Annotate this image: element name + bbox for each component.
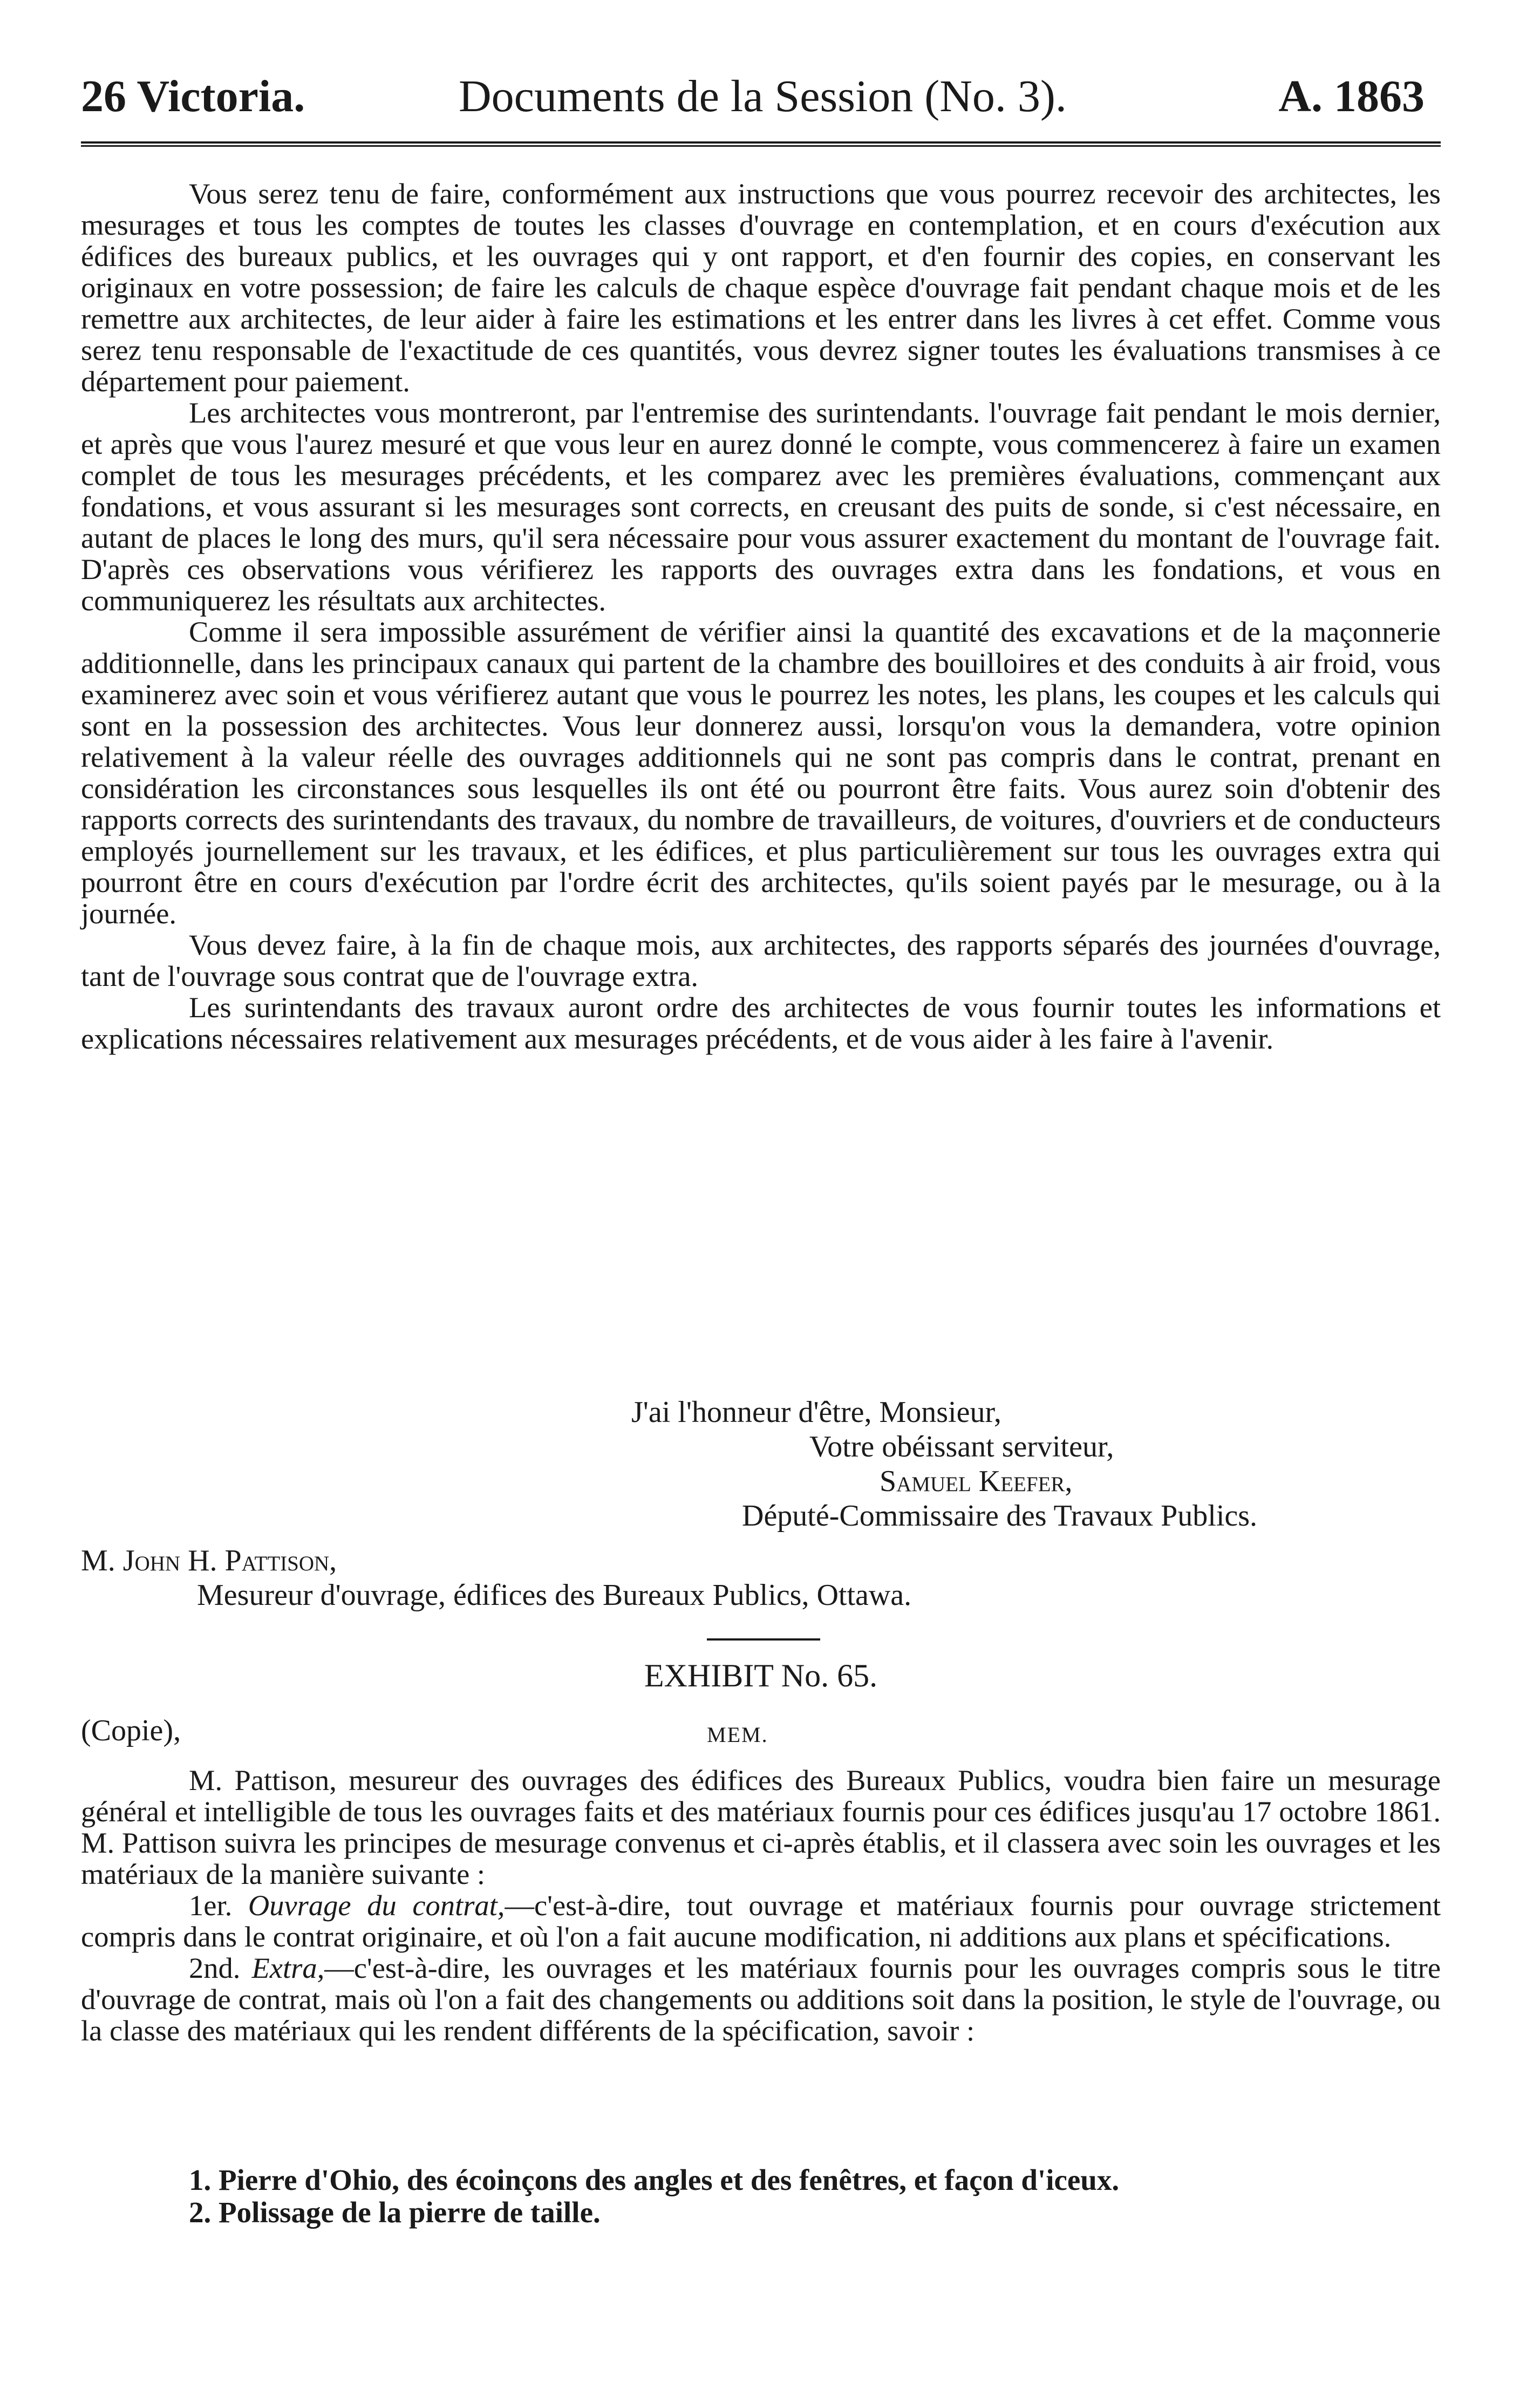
- list-item: 2. Polissage de la pierre de taille.: [189, 2196, 601, 2229]
- addressee-block: [81, 1543, 1441, 1612]
- item-2-text: —c'est-à-dire, les ouvrages et les matériaux fournis pour les ouvrages compris sous le titre d'ouvrage de contrat, mais où l'on a fait des changements ou additions soit dans la position, le style de l'ouvrage, ou la classe des matériaux qui les rendent différents de la spécification, savoir :: [81, 1951, 1441, 2047]
- header-year: A. 1863: [1278, 71, 1425, 121]
- letter-paragraph: Vous devez faire, à la fin de chaque mois, aux architectes, des rapports séparés des journées d'ouvrage, tant de l'ouvrage sous contrat que de l'ouvrage extra.: [81, 928, 1441, 992]
- letter-paragraph: Les surintendants des travaux auront ordre des architectes de vous fournir toutes les informations et explications nécessaires relativement aux mesurages précédents, et de vous aider à les faire à l'avenir.: [81, 991, 1441, 1055]
- letter-body: [81, 178, 1441, 1054]
- list-item: 1. Pierre d'Ohio, des écoinçons des angles et des fenêtres, et façon d'iceux.: [189, 2163, 1120, 2196]
- page-header: [81, 70, 1441, 135]
- item-1-text: —c'est-à-dire, tout ouvrage et matériaux fournis pour ouvrage strictement compris dans le contrat originaire, et où l'on a fait aucune modification, ni additions aux plans et spécifications.: [81, 1889, 1441, 1953]
- exhibit-item-2: [81, 1952, 1441, 2046]
- header-title: Documents de la Session (No. 3).: [459, 71, 1067, 121]
- exhibit-body: [81, 1765, 1441, 2046]
- item-2-number: 2nd.: [189, 1951, 241, 1984]
- letter-paragraph: Comme il sera impossible assurément de vérifier ainsi la quantité des excavations et de la maçonnerie additionnelle, dans les principaux canaux qui partent de la chambre des bouilloires et des conduits à air froid, vous examinerez avec soin et vous vérifierez autant que vous le pourrez les notes, les plans, les coupes et les calculs qui sont en la possession des architectes. Vous leur donnerez aussi, lorsqu'on vous la demandera, votre opinion relativement à la valeur réelle des ouvrages additionnels qui ne sont pas compris dans le contrat, prenant en considération les circonstances sous lesquelles ils ont été ou pourront être faits. Vous aurez soin d'obtenir des rapports corrects des surintendants des travaux, du nombre de travailleurs, de voitures, d'ouvriers et de conducteurs employés journellement sur les travaux, et les édifices, et plus particulièrement sur tous les ouvrages extra qui pourront être en cours d'exécution par l'ordre écrit des architectes, qu'ils soient payés par le mesurage, ou à la journée.: [81, 615, 1441, 930]
- exhibit-paragraph: M. Pattison, mesureur des ouvrages des édifices des Bureaux Publics, voudra bien faire un mesurage général et intelligible de tous les ouvrages faits et des matériaux fournis pour ces édifices jusqu'au 17 octobre 1861. M. Pattison suivra les principes de mesurage convenus et ci-après établis, et il classera avec soin les ouvrages et les matériaux de la manière suivante :: [81, 1764, 1441, 1890]
- section-divider: [707, 1638, 820, 1641]
- letter-paragraph: Vous serez tenu de faire, conformément aux instructions que vous pourrez recevoir des architectes, les mesurages et tous les comptes de toutes les classes d'ouvrage en contemplation, et en cours d'exécution aux édifices des bureaux publics, et les ouvrages qui y ont rapport, et d'en fournir des copies, en conservant les originaux en votre possession; de faire les calculs de chaque espèce d'ouvrage fait pendant chaque mois et de les remettre aux architectes, de leur aider à faire les estimations et les entrer dans les livres à cet effet. Comme vous serez tenu responsable de l'exactitude de ces quantités, vous devrez signer toutes les évaluations transmises à ce département pour paiement.: [81, 177, 1441, 398]
- letter-paragraph: Les architectes vous montreront, par l'entremise des surintendants. l'ouvrage fait pendant le mois dernier, et après que vous l'aurez mesuré et que vous leur en aurez donné le compte, vous commencerez à faire un examen complet de tous les mesurages précédents, et les comparez avec les premières évaluations, commençant aux fondations, et vous assurant si les mesurages sont corrects, en creusant des puits de sonde, si c'est nécessaire, en autant de places le long des murs, qu'il sera nécessaire pour vous assurer exactement du montant de l'ouvrage fait. D'après ces observations vous vérifierez les rapports des ouvrages extra dans les fondations, et vous en communiquerez les résultats aux architectes.: [81, 396, 1441, 617]
- closing-line: J'ai l'honneur d'être, Monsieur,: [631, 1396, 1001, 1429]
- materials-list: [81, 2164, 1441, 2229]
- closing-line-2: Votre obéissant serviteur,: [809, 1430, 1114, 1464]
- signer-title: Député-Commissaire des Travaux Publics.: [742, 1499, 1258, 1533]
- copie-label: (Copie),: [81, 1714, 181, 1747]
- exhibit-title: EXHIBIT No. 65.: [644, 1658, 878, 1693]
- header-rule: [81, 141, 1441, 147]
- item-2-label: Extra,: [251, 1951, 325, 1984]
- header-volume: 26 Victoria.: [81, 71, 305, 121]
- item-1-number: 1er.: [189, 1889, 233, 1922]
- addressee-name: M. John H. Pattison,: [81, 1544, 337, 1577]
- signature-block: [81, 1395, 1441, 1533]
- mem-label: MEM.: [707, 1723, 768, 1747]
- exhibit-item-1: [81, 1890, 1441, 1952]
- document-page: [81, 0, 1441, 2382]
- signer-name: Samuel Keefer,: [880, 1465, 1073, 1498]
- item-1-label: Ouvrage du contrat,: [248, 1889, 505, 1922]
- addressee-title: Mesureur d'ouvrage, édifices des Bureaux Publics, Ottawa.: [197, 1578, 912, 1612]
